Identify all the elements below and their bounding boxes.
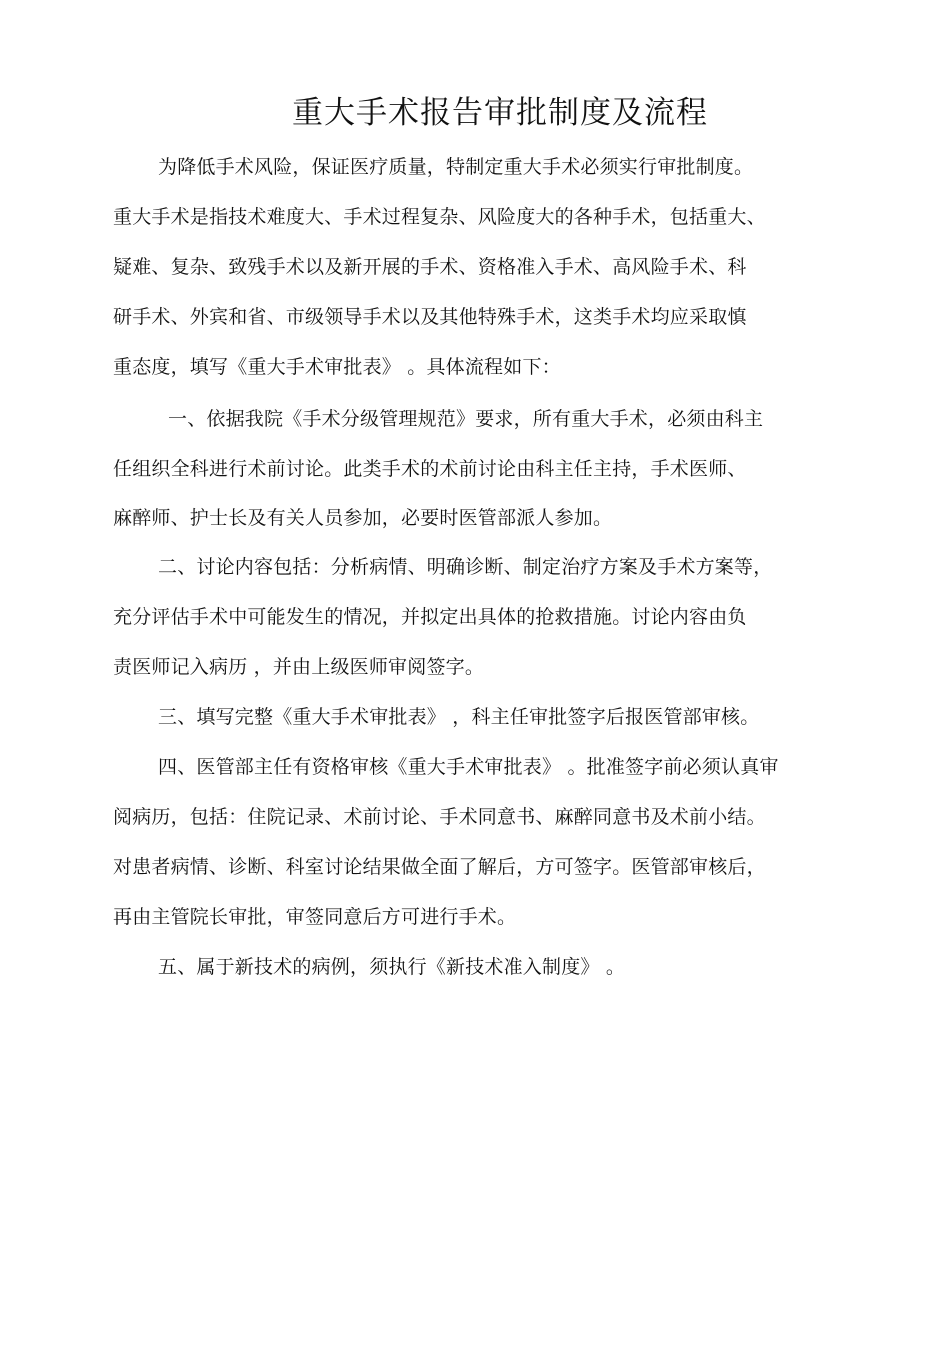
paragraph-intro-line-4: 研手术、外宾和省、市级领导手术以及其他特殊手术，这类手术均应采取慎	[113, 306, 747, 328]
section-two-line-3: 责医师记入病历 ，并由上级医师审阅签字。	[113, 656, 485, 678]
paragraph-intro-line-1: 为降低手术风险，保证医疗质量，特制定重大手术必须实行审批制度。	[158, 156, 754, 178]
section-two-line-1: 二、讨论内容包括：分析病情、明确诊断、制定治疗方案及手术方案等，	[158, 556, 773, 578]
section-one-line-3: 麻醉师、护士长及有关人员参加，必要时医管部派人参加。	[113, 507, 613, 529]
section-four-line-1: 四、医管部主任有资格审核《重大手术审批表》 。批准签字前必须认真审	[158, 756, 779, 778]
paragraph-intro-line-2: 重大手术是指技术难度大、手术过程复杂、风险度大的各种手术，包括重大、	[113, 206, 766, 228]
section-four-line-2: 阅病历，包括：住院记录、术前讨论、手术同意书、麻醉同意书及术前小结。	[113, 806, 766, 828]
document-title: 重大手术报告审批制度及流程	[292, 95, 708, 131]
section-five-line-1: 五、属于新技术的病例，须执行《新技术准入制度》 。	[158, 956, 626, 978]
paragraph-intro-line-3: 疑难、复杂、致残手术以及新开展的手术、资格准入手术、高风险手术、科	[113, 256, 747, 278]
section-two-line-2: 充分评估手术中可能发生的情况，并拟定出具体的抢救措施。讨论内容由负	[113, 606, 747, 628]
section-one-line-1: 一、依据我院《手术分级管理规范》要求，所有重大手术，必须由科主	[168, 408, 764, 430]
paragraph-intro-line-5: 重态度，填写《重大手术审批表》 。具体流程如下：	[113, 356, 561, 378]
section-three-line-1: 三、填写完整《重大手术审批表》 ，科主任审批签字后报医管部审核。	[158, 706, 760, 728]
section-one-line-2: 任组织全科进行术前讨论。此类手术的术前讨论由科主任主持，手术医师、	[113, 458, 747, 480]
section-four-line-3: 对患者病情、诊断、科室讨论结果做全面了解后，方可签字。医管部审核后，	[113, 856, 766, 878]
section-four-line-4: 再由主管院长审批，审签同意后方可进行手术。	[113, 906, 517, 928]
